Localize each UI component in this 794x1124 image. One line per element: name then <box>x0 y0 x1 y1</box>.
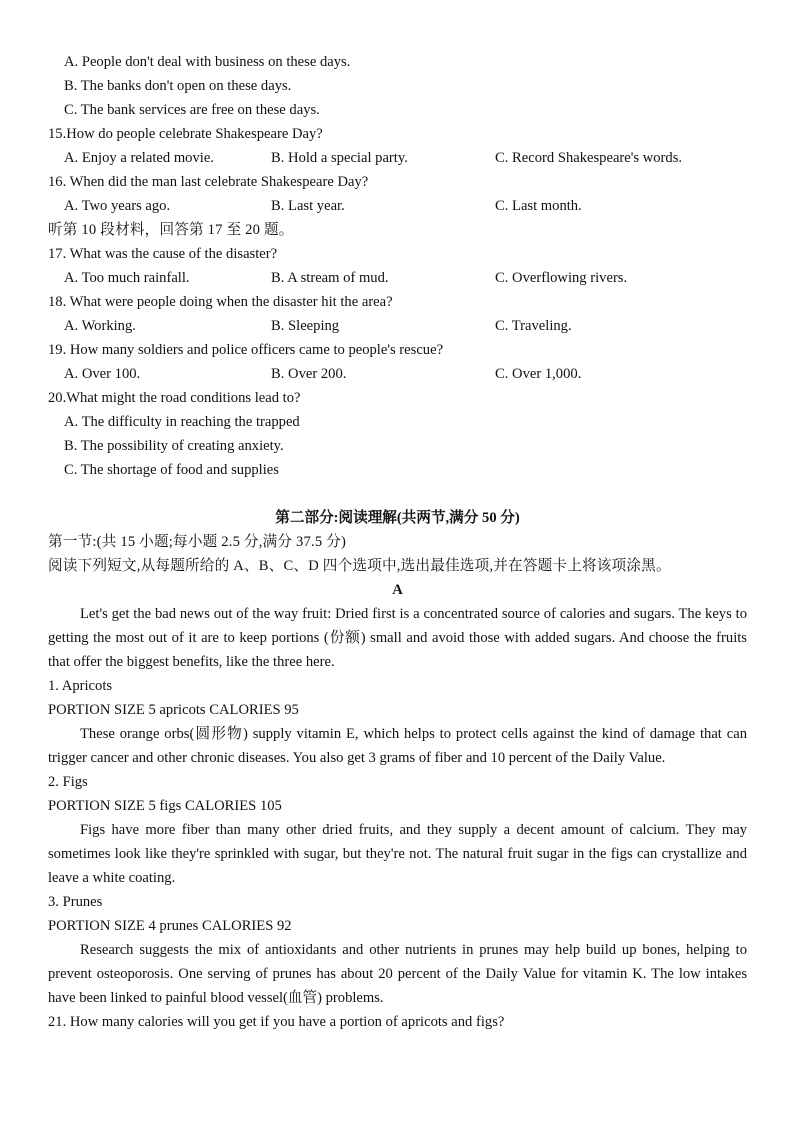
q14-option-c: C. The bank services are free on these days. <box>64 102 320 118</box>
q18-options <box>48 314 747 338</box>
q16-option-b: B. Last year. <box>271 198 345 214</box>
q17-options <box>48 266 747 290</box>
q15-option-c: C. Record Shakespeare's words. <box>495 150 683 166</box>
exam-page <box>48 50 747 1034</box>
q16-option-a: A. Two years ago. <box>64 198 171 214</box>
q19-options <box>48 362 747 386</box>
item2-portion: PORTION SIZE 5 figs CALORIES 105 <box>48 798 282 814</box>
q15-options <box>48 146 747 170</box>
item1-portion: PORTION SIZE 5 apricots CALORIES 95 <box>48 702 299 718</box>
item2-text: Figs have more fiber than many other dried fruits, and they supply a decent amount of calcium. They may sometimes look like they're sprinkled with sugar, but they're not. The natural fruit sugar in the figs can crystallize and leave a white coating. <box>48 822 747 886</box>
q14-option-b: B. The banks don't open on these days. <box>64 78 292 94</box>
q18-option-b: B. Sleeping <box>271 318 340 334</box>
q20-question: 20.What might the road conditions lead to? <box>48 390 301 406</box>
q19-question: 19. How many soldiers and police officers came to people's rescue? <box>48 342 444 358</box>
passage-label: A <box>392 582 403 598</box>
q15-option-b: B. Hold a special party. <box>271 150 408 166</box>
section10-instruction: 听第 10 段材料，回答第 17 至 20 题。 <box>48 222 294 238</box>
q16-question: 16. When did the man last celebrate Shakespeare Day? <box>48 174 369 190</box>
part2-title: 第二部分:阅读理解(共两节,满分 50 分) <box>275 510 520 526</box>
q17-option-c: C. Overflowing rivers. <box>495 270 628 286</box>
q17-question: 17. What was the cause of the disaster? <box>48 246 278 262</box>
part2-instruction: 阅读下列短文,从每题所给的 A、B、C、D 四个选项中,选出最佳选项,并在答题卡上将该项涂黑。 <box>48 558 671 574</box>
spacer <box>48 482 747 506</box>
q18-option-a: A. Working. <box>64 318 136 334</box>
q18-option-c: C. Traveling. <box>495 318 572 334</box>
q21-question: 21. How many calories will you get if you have a portion of apricots and figs? <box>48 1014 505 1030</box>
item1-text: These orange orbs(圆形物) supply vitamin E, which helps to protect cells against the kind of damage that can trigger cancer and other chronic diseases. You also get 3 grams of fiber and 10 percent of the Daily Value. <box>48 726 747 766</box>
q15-option-a: A. Enjoy a related movie. <box>64 150 214 166</box>
item2-title: 2. Figs <box>48 774 88 790</box>
item3-portion: PORTION SIZE 4 prunes CALORIES 92 <box>48 918 292 934</box>
q14-option-a: A. People don't deal with business on these days. <box>64 54 351 70</box>
q18-question: 18. What were people doing when the disaster hit the area? <box>48 294 393 310</box>
q19-option-c: C. Over 1,000. <box>495 366 582 382</box>
q20-option-a: A. The difficulty in reaching the trapped <box>64 414 300 430</box>
q16-options <box>48 194 747 218</box>
passage-intro: Let's get the bad news out of the way fruit: Dried first is a concentrated source of calories and sugars. The keys to getting the most out of it are to keep portions (份额) small and avoid those with added sugars. And choose the fruits that offer the biggest benefits, like the three here. <box>48 606 747 670</box>
q17-option-b: B. A stream of mud. <box>271 270 389 286</box>
q17-option-a: A. Too much rainfall. <box>64 270 190 286</box>
q16-option-c: C. Last month. <box>495 198 582 214</box>
q19-option-b: B. Over 200. <box>271 366 347 382</box>
q20-option-b: B. The possibility of creating anxiety. <box>64 438 284 454</box>
part2-section1: 第一节:(共 15 小题;每小题 2.5 分,满分 37.5 分) <box>48 534 347 550</box>
q19-option-a: A. Over 100. <box>64 366 141 382</box>
item3-title: 3. Prunes <box>48 894 103 910</box>
q15-question: 15.How do people celebrate Shakespeare Day? <box>48 126 323 142</box>
item1-title: 1. Apricots <box>48 678 113 694</box>
q20-option-c: C. The shortage of food and supplies <box>64 462 279 478</box>
item3-text: Research suggests the mix of antioxidants and other nutrients in prunes may help build up bones, helping to prevent osteoporosis. One serving of prunes has about 20 percent of the Daily Value for vitamin K. The low intakes have been linked to painful blood vessel(血管) problems. <box>48 942 747 1006</box>
